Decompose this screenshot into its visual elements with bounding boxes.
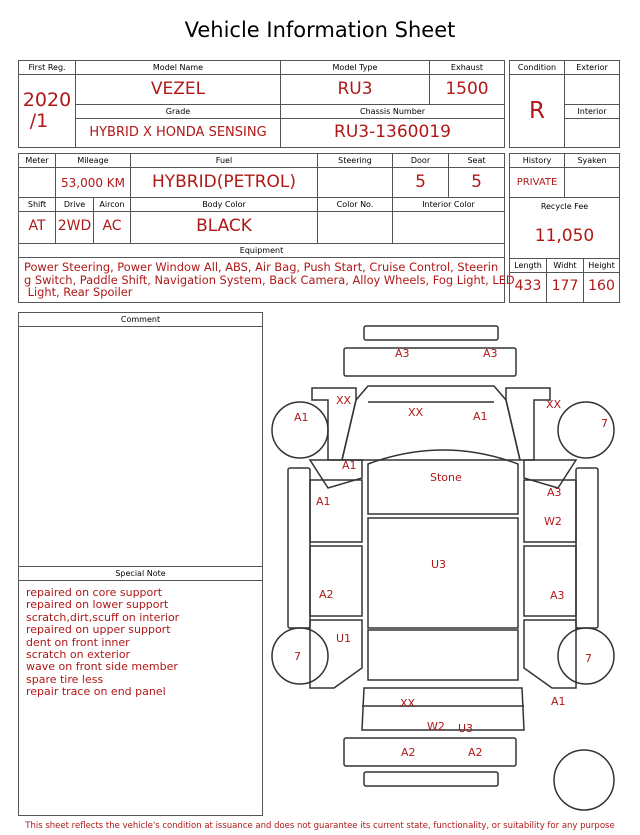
mark-right-front-door: W2 [544,515,562,528]
door-label: Door [410,156,431,165]
drive-label: Drive [63,200,86,209]
special-note-item: repaired on lower support [26,598,169,612]
length-label: Length [514,261,542,270]
equipment-label: Equipment [239,246,284,255]
mark-front-right-wheel: 7 [601,417,608,430]
color-no-label: Color No. [336,200,374,209]
grade-label: Grade [165,107,191,116]
condition-label: Condition [517,63,557,72]
mark-trunk-lower-left: W2 [427,720,445,733]
drive-value: 2WD [57,218,92,234]
mark-left-quarter: U1 [336,632,352,645]
special-note-item: repair trace on end panel [26,685,166,699]
recycle-value: 11,050 [534,226,595,246]
exhaust-value: 1500 [445,79,489,99]
mark-front-bumper-left: A3 [395,347,410,360]
special-note-item: scratch on exterior [26,648,131,662]
shift-label: Shift [27,200,47,209]
special-note-item: repaired on upper support [26,623,171,637]
mark-rear-right-wheel: 7 [585,652,592,665]
model-name-label: Model Name [152,63,204,72]
history-label: History [522,156,552,165]
width-label: Widht [553,261,577,270]
aircon-label: Aircon [99,200,125,209]
mark-hood-left: XX [408,406,424,419]
interior-label: Interior [577,107,607,116]
mark-left-fender: A1 [342,459,357,472]
first-reg-month: /1 [29,110,49,132]
mark-roof: U3 [431,558,447,571]
recycle-label: Recycle Fee [540,202,589,211]
door-value: 5 [415,172,426,192]
meter-label: Meter [25,156,49,165]
first-reg-year: 2020 [22,89,72,111]
model-name-value: VEZEL [150,79,206,99]
first-reg-label: First Reg. [28,63,66,72]
seat-label: Seat [467,156,486,165]
chassis-value: RU3-1360019 [334,122,451,142]
mark-front-left-wheel: A1 [294,411,309,424]
steering-label: Steering [338,156,372,165]
special-note-item: spare tire less [26,672,104,686]
body-color-label: Body Color [202,200,246,209]
comment-label: Comment [120,315,161,324]
special-note-item: dent on front inner [26,635,130,649]
seat-value: 5 [471,172,482,192]
condition-value: R [529,98,545,124]
fuel-value: HYBRID(PETROL) [151,172,297,192]
body-color-value: BLACK [196,216,252,236]
special-note-label: Special Note [115,569,166,578]
shift-value: AT [28,218,46,234]
model-type-value: RU3 [337,79,373,99]
mark-trunk: XX [400,697,416,710]
syaken-label: Syaken [577,156,607,165]
grade-value: HYBRID X HONDA SENSING [89,125,267,140]
mark-windshield: Stone [430,471,462,484]
mark-front-right-corner: XX [546,398,562,411]
mark-right-rear-door: A3 [550,589,565,602]
mileage-label: Mileage [77,156,109,165]
mark-rear-left-wheel: 7 [294,650,301,663]
special-note-item: scratch,dirt,scuff on interior [26,610,180,624]
mark-trunk-lower-right: U3 [458,722,474,735]
history-value: PRIVATE [516,177,558,188]
chassis-label: Chassis Number [360,107,425,116]
special-note-item: repaired on core support [26,586,163,599]
footer-disclaimer: This sheet reflects the vehicle's condition at issuance and does not guarantee its current state, functionality, or suitability for any purpose [25,821,615,831]
sheet-title: Vehicle Information Sheet [184,18,456,42]
exhaust-label: Exhaust [450,63,484,72]
equipment-line: g Switch, Paddle Shift, Navigation System, Back Camera, Alloy Wheels, Fog Light, LED [24,272,515,287]
equipment-line: Power Steering, Power Window All, ABS, Air Bag, Push Start, Cruise Control, Steerin [24,260,499,274]
height-label: Height [588,261,615,270]
mark-front-bumper-right: A3 [483,347,498,360]
mark-rear-right-corner: A1 [551,695,566,708]
length-value: 433 [514,278,542,294]
mark-hood-right: A1 [473,410,488,423]
exterior-label: Exterior [576,63,608,72]
mark-rear-bumper-right: A2 [468,746,483,759]
mark-rear-bumper-left: A2 [401,746,416,759]
special-note-item: wave on front side member [26,660,178,674]
mark-left-rear-door: A2 [319,588,334,601]
mileage-value: 53,000 KM [60,176,126,190]
aircon-value: AC [102,218,122,234]
height-value: 160 [588,278,615,294]
equipment-line: Light, Rear Spoiler [24,285,133,299]
mark-right-front-door-top: A3 [547,486,562,499]
fuel-label: Fuel [215,156,233,165]
model-type-label: Model Type [332,63,378,72]
interior-color-label: Interior Color [422,200,475,209]
mark-left-front-door: A1 [316,495,331,508]
mark-front-left-corner: XX [336,394,352,407]
width-value: 177 [551,278,579,294]
